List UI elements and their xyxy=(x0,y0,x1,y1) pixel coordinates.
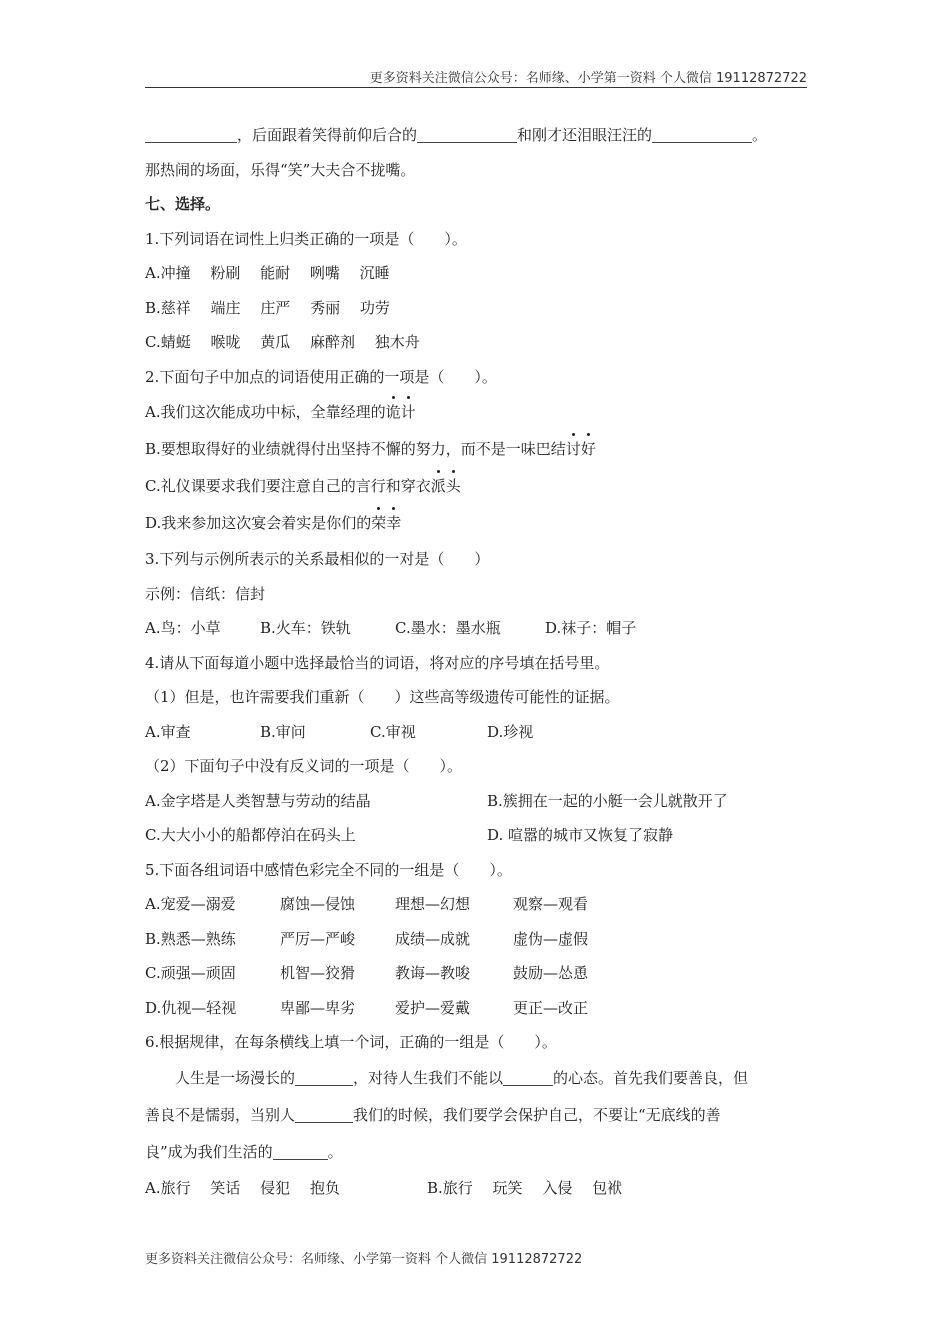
text: 人生是一场漫长的 xyxy=(175,1068,296,1087)
text: 良”成为我们生活的 xyxy=(145,1142,273,1161)
q2-option-d xyxy=(145,505,810,542)
text: 和刚才还泪眼汪汪的 xyxy=(517,126,653,144)
q5-option-d xyxy=(145,991,810,1026)
blank xyxy=(417,126,517,143)
dotted-char: 荣 xyxy=(371,514,387,532)
page-header: 更多资料关注微信公众号：名师缘、小学第一资料 个人微信 19112872722 xyxy=(369,71,807,86)
word-pair: 爱护—爱戴 xyxy=(395,998,471,1017)
blank xyxy=(295,1069,353,1086)
q4-sub2-option-a: A.金字塔是人类智慧与劳动的结晶 xyxy=(145,791,371,810)
q1-option-b: B.慈祥 端庄 庄严 秀丽 功劳 xyxy=(145,298,390,317)
section-title: 七、选择。 xyxy=(145,195,221,213)
text: A.我们这次能成功中标，全靠经理的 xyxy=(145,403,386,421)
q4-stem: 4.请从下面每道小题中选择最恰当的词语，将对应的序号填在括号里。 xyxy=(145,653,610,672)
word-pair: B.熟悉—熟练 xyxy=(145,929,236,948)
blank xyxy=(652,126,752,143)
q1-stem: 1.下列词语在词性上归类正确的一项是（ ）。 xyxy=(145,229,467,248)
word-pair: 严厉—严峻 xyxy=(280,929,356,948)
text: 善良不是懦弱，当别人 xyxy=(145,1105,296,1124)
q3-option-a: A.鸟：小草 xyxy=(145,619,221,637)
dotted-char: 幸 xyxy=(386,514,402,532)
q4-sub2: （2）下面句子中没有反义词的一项是（ ）。 xyxy=(145,757,463,775)
word-pair: C.顽强—顽固 xyxy=(145,964,236,982)
text: D.我来参加这次宴会着实是你们的 xyxy=(145,514,372,532)
text: ，对待人生我们不能以 xyxy=(353,1068,504,1087)
intro-line-2: 那热闹的场面，乐得“笑”大夫合不拢嘴。 xyxy=(145,160,416,179)
q4-sub1-option-d: D.珍视 xyxy=(487,722,534,741)
q4-sub1-option-a: A.审查 xyxy=(145,722,191,741)
dotted-char: 好 xyxy=(580,440,596,458)
text: ，后面跟着笑得前仰后合的 xyxy=(237,126,418,144)
q4-sub2-options-cd xyxy=(145,818,810,853)
word-pair: 卑鄙—卑劣 xyxy=(280,998,356,1017)
q4-sub1-option-c: C.审视 xyxy=(370,722,416,741)
text: 。 xyxy=(327,1142,343,1161)
text: 的心态。首先我们要善良，但 xyxy=(553,1068,749,1087)
intro-line-1 xyxy=(145,118,810,153)
text: C.礼仪课要求我们要注意自己的言行和穿衣 xyxy=(145,477,431,495)
word-pair: 机智—狡猾 xyxy=(280,964,356,982)
word-pair: 教诲—教唆 xyxy=(395,964,471,982)
blank xyxy=(145,126,237,143)
word-pair: 成绩—成就 xyxy=(395,929,471,948)
q5-option-b xyxy=(145,922,810,957)
blank xyxy=(273,1143,328,1160)
q2-option-c xyxy=(145,468,810,505)
q3-option-d: D.袜子：帽子 xyxy=(545,619,637,637)
q5-stem: 5.下面各组词语中感情色彩完全不同的一组是（ ）。 xyxy=(145,860,512,879)
q3-stem: 3.下列与示例所表示的关系最相似的一对是（ ） xyxy=(145,550,490,568)
q1-option-c: C.蜻蜓 喉咙 黄瓜 麻醉剂 独木舟 xyxy=(145,333,420,351)
header-rule xyxy=(145,87,807,88)
q3-example: 示例：信纸：信封 xyxy=(145,584,266,603)
content xyxy=(145,118,810,1205)
word-pair: A.宠爱—溺爱 xyxy=(145,895,236,913)
q1-option-a: A.冲撞 粉刷 能耐 咧嘴 沉睡 xyxy=(145,264,390,282)
q2-stem: 2.下面句子中加点的词语使用正确的一项是（ ）。 xyxy=(145,367,497,386)
dotted-char: 讨 xyxy=(565,440,581,458)
dotted-char: 头 xyxy=(445,477,461,495)
q4-sub2-option-d: D. 喧嚣的城市又恢复了寂静 xyxy=(487,826,674,844)
word-pair: 观察—观看 xyxy=(513,895,589,913)
word-pair: 更正—改正 xyxy=(513,998,589,1017)
q4-sub1: （1）但是，也许需要我们重新（ ）这些高等级遗传可能性的证据。 xyxy=(145,688,620,706)
q6-options xyxy=(145,1171,810,1206)
blank xyxy=(295,1106,353,1123)
q3-options xyxy=(145,611,810,646)
q4-sub2-option-c: C.大大小小的船都停泊在码头上 xyxy=(145,826,356,844)
word-pair: 虚伪—虚假 xyxy=(513,929,589,948)
dotted-char: 派 xyxy=(430,477,446,495)
word-pair: D.仇视—轻视 xyxy=(145,998,237,1017)
q6-option-b: B.旅行 玩笑 入侵 包袱 xyxy=(427,1178,623,1197)
q6-option-a: A.旅行 笑话 侵犯 抱负 xyxy=(145,1178,340,1197)
q3-option-b: B.火车：铁轨 xyxy=(260,619,351,637)
page-footer: 更多资料关注微信公众号：名师缘、小学第一资料 个人微信 19112872722 xyxy=(145,1252,583,1267)
word-pair: 腐蚀—侵蚀 xyxy=(280,895,356,913)
text: 。 xyxy=(752,126,768,144)
q2-option-b xyxy=(145,431,810,468)
q5-option-a xyxy=(145,887,810,922)
word-pair: 鼓励—怂恿 xyxy=(513,964,589,982)
q4-sub2-options-ab xyxy=(145,784,810,819)
q6-passage xyxy=(145,1060,810,1171)
q3-option-c: C.墨水：墨水瓶 xyxy=(395,619,501,637)
q5-option-c xyxy=(145,956,810,991)
q4-sub2-option-b: B.簇拥在一起的小艇一会儿就散开了 xyxy=(487,791,728,810)
q2-option-a xyxy=(145,394,810,431)
q4-sub1-option-b: B.审问 xyxy=(260,722,306,741)
dotted-char: 诡 xyxy=(385,403,401,421)
word-pair: 理想—幻想 xyxy=(395,895,471,913)
q6-stem: 6.根据规律，在每条横线上填一个词，正确的一组是（ ）。 xyxy=(145,1033,557,1051)
blank xyxy=(503,1069,553,1086)
text: 我们的时候，我们要学会保护自己，不要让“无底线的善 xyxy=(353,1105,721,1124)
dotted-char: 计 xyxy=(400,403,416,421)
text: B.要想取得好的业绩就得付出坚持不懈的努力，而不是一味巴结 xyxy=(145,440,566,458)
q4-sub1-options xyxy=(145,715,810,750)
